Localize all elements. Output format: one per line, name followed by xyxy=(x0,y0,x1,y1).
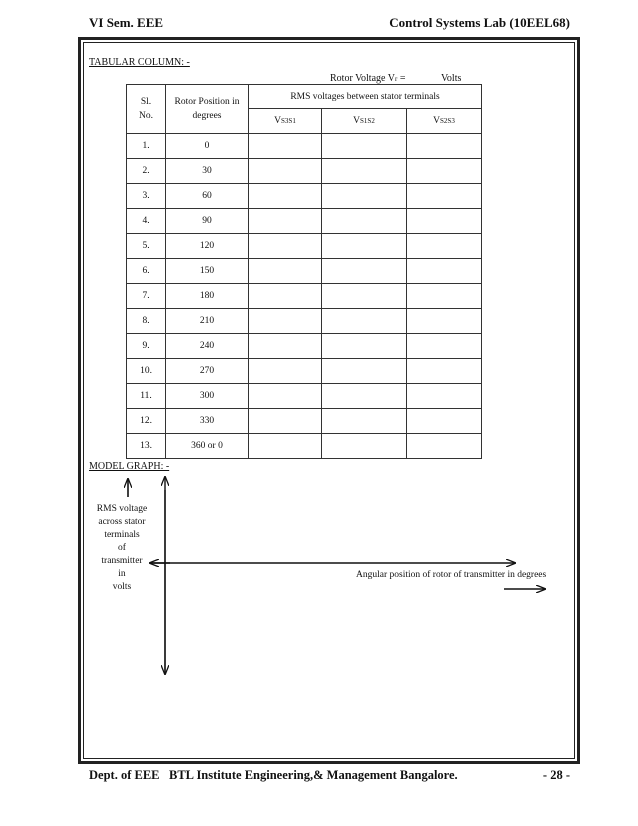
y-label-line: across stator xyxy=(98,517,146,527)
y-label-line: volts xyxy=(112,582,132,592)
cell-sl-no: 10. xyxy=(127,359,166,384)
header-sl-line2: No. xyxy=(139,111,153,121)
cell-sl-no: 13. xyxy=(127,434,166,459)
y-label-line: transmitter xyxy=(101,556,143,566)
cell-sl-no: 11. xyxy=(127,384,166,409)
cell-sl-no: 7. xyxy=(127,284,166,309)
cell-sl-no: 12. xyxy=(127,409,166,434)
rotor-voltage-subscript: r xyxy=(395,75,398,83)
cell-sl-no: 4. xyxy=(127,209,166,234)
header-v-s1s2-sub: S1S2 xyxy=(360,117,375,125)
cell-sl-no: 6. xyxy=(127,259,166,284)
cell-sl-no: 5. xyxy=(127,234,166,259)
y-label-line: of xyxy=(118,543,126,553)
rotor-voltage-unit: Volts xyxy=(441,73,462,84)
tabular-column-title: TABULAR COLUMN: - xyxy=(89,57,190,68)
header-v-s1s2-main: V xyxy=(353,116,361,126)
footer-page-number: - 28 - xyxy=(542,768,570,782)
cell-rotor-position: 180 xyxy=(166,284,249,309)
cell-rotor-position: 120 xyxy=(166,234,249,259)
header-v-s2s3-main: V xyxy=(433,116,441,126)
header-course: Control Systems Lab (10EEL68) xyxy=(389,15,570,30)
x-axis-label: Angular position of rotor of transmitter in degrees xyxy=(356,570,547,580)
page-footer xyxy=(89,768,570,788)
cell-rotor-position: 90 xyxy=(166,209,249,234)
header-sl-line1: Sl. xyxy=(140,97,152,107)
cell-sl-no: 2. xyxy=(127,159,166,184)
cell-rotor-position: 330 xyxy=(166,409,249,434)
cell-sl-no: 1. xyxy=(127,134,166,159)
rotor-voltage-equals: = xyxy=(397,73,406,84)
cell-rotor-position: 360 or 0 xyxy=(166,434,249,459)
cell-rotor-position: 240 xyxy=(166,334,249,359)
cell-sl-no: 9. xyxy=(127,334,166,359)
footer-dept: Dept. of EEE xyxy=(89,768,160,782)
cell-rotor-position: 300 xyxy=(166,384,249,409)
header-rms-voltages: RMS voltages between stator terminals xyxy=(249,85,482,109)
cell-rotor-position: 210 xyxy=(166,309,249,334)
header-semester: VI Sem. EEE xyxy=(89,15,164,30)
cell-rotor-position: 30 xyxy=(166,159,249,184)
cell-sl-no: 8. xyxy=(127,309,166,334)
cell-rotor-position: 60 xyxy=(166,184,249,209)
model-graph-title: MODEL GRAPH: - xyxy=(89,461,170,472)
y-label-line: RMS voltage xyxy=(96,504,148,514)
header-v-s3s1-main: V xyxy=(274,116,282,126)
header-pos-line2: degrees xyxy=(192,111,222,121)
footer-institute: BTL Institute Engineering,& Management Bangalore. xyxy=(169,768,458,782)
cell-rotor-position: 150 xyxy=(166,259,249,284)
header-v-s2s3-sub: S2S3 xyxy=(440,117,455,125)
y-label-line: in xyxy=(118,569,126,579)
cell-rotor-position: 0 xyxy=(166,134,249,159)
y-axis-label xyxy=(87,503,157,594)
header-v-s3s1-sub: S3S1 xyxy=(281,117,296,125)
y-label-line: terminals xyxy=(104,530,140,540)
cell-rotor-position: 270 xyxy=(166,359,249,384)
cell-sl-no: 3. xyxy=(127,184,166,209)
header-pos-line1: Rotor Position in xyxy=(174,97,240,107)
rotor-voltage-text: Rotor Voltage V xyxy=(330,73,396,84)
